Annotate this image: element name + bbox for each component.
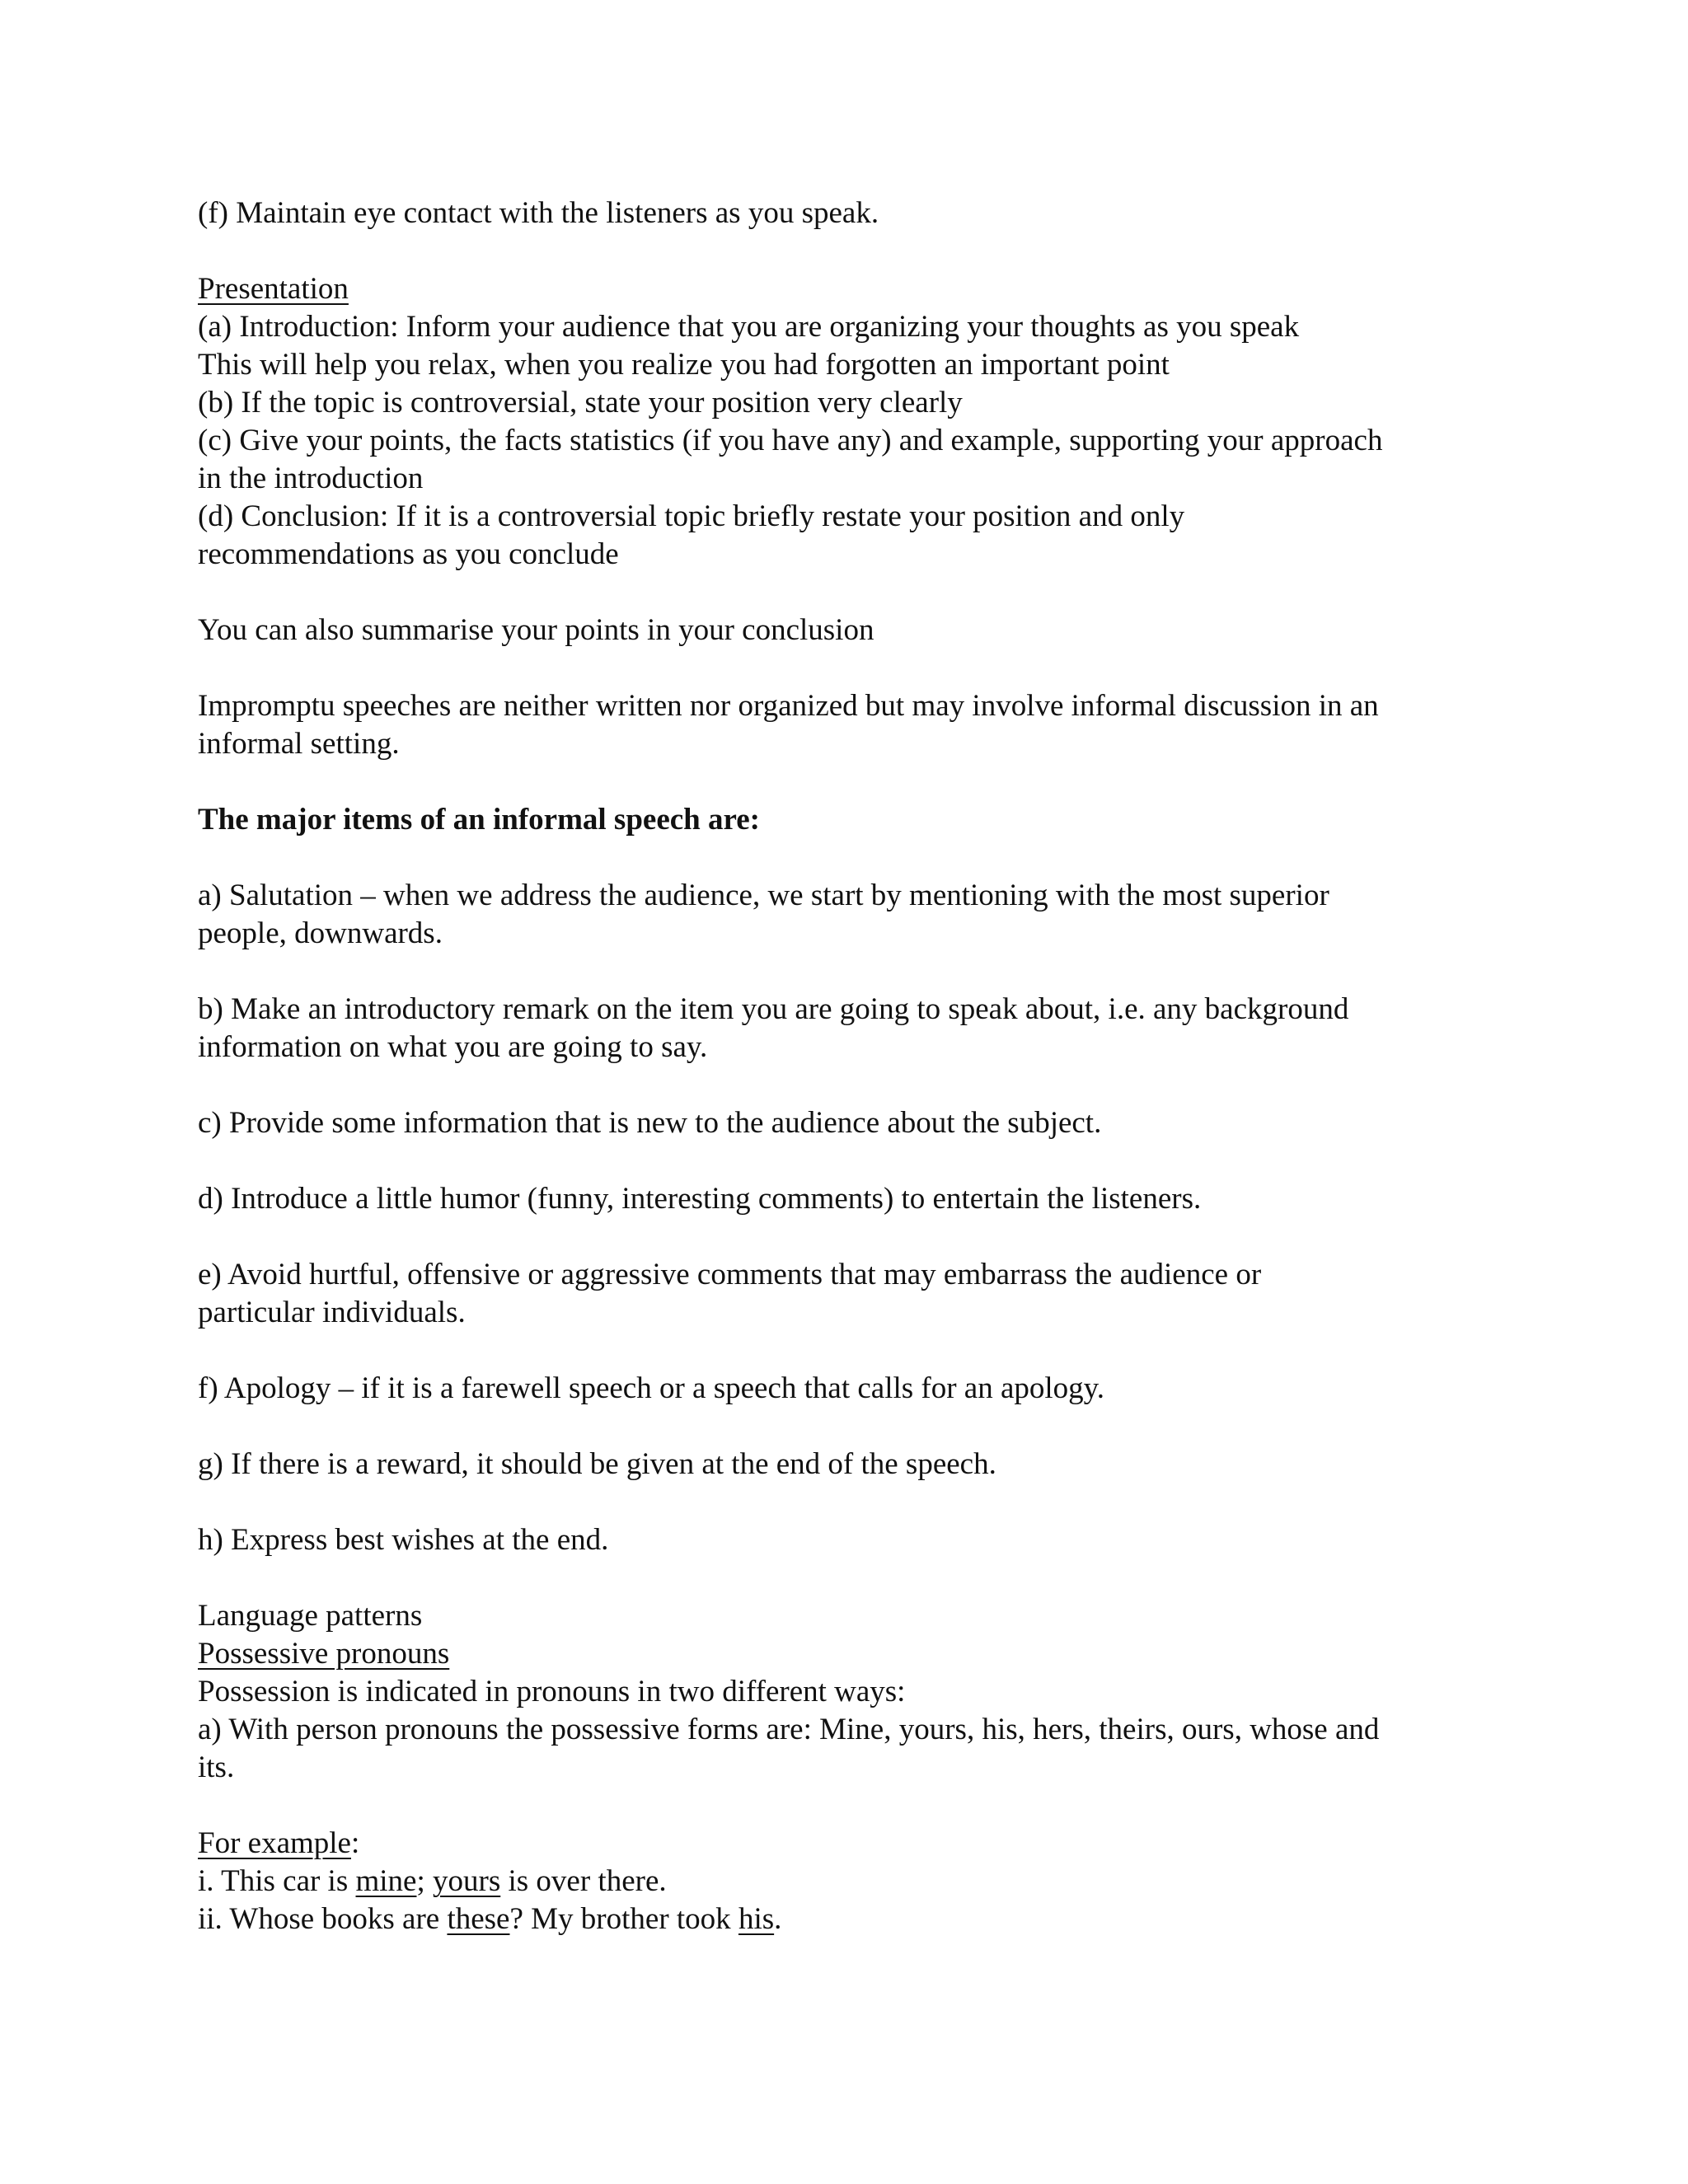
spacer [198, 649, 1484, 687]
spacer [198, 1142, 1484, 1180]
major-items-heading: The major items of an informal speech are: [198, 803, 760, 837]
spacer [198, 763, 1484, 801]
spacer [198, 1559, 1484, 1597]
item-e-line: particular individuals. [198, 1296, 466, 1329]
example-1-word-yours: yours [433, 1864, 501, 1898]
example-2-mid: ? My brother took [509, 1902, 738, 1936]
possessive-forms-line: its. [198, 1750, 235, 1784]
example-1-prefix: i. This car is [198, 1864, 356, 1898]
spacer [198, 1332, 1484, 1370]
example-2-suffix: . [774, 1902, 782, 1936]
possession-intro: Possession is indicated in pronouns in two different ways: [198, 1675, 906, 1708]
for-example-label [198, 1825, 1484, 1863]
spacer [198, 953, 1484, 991]
summarise-paragraph: You can also summarise your points in your conclusion [198, 613, 874, 647]
spacer [198, 1066, 1484, 1104]
spacer [198, 1218, 1484, 1256]
item-d-line: d) Introduce a little humor (funny, interesting comments) to entertain the listeners. [198, 1182, 1202, 1216]
impromptu-paragraph-line: informal setting. [198, 727, 400, 761]
example-2-word-these: these [447, 1902, 510, 1936]
presentation-line: recommendations as you conclude [198, 537, 619, 571]
item-g-line: g) If there is a reward, it should be given at the end of the speech. [198, 1447, 996, 1481]
maintain-eye-contact-line: (f) Maintain eye contact with the listeners as you speak. [198, 196, 879, 230]
example-2-prefix: ii. Whose books are [198, 1902, 448, 1936]
for-example-text: For example [198, 1826, 351, 1860]
document-body [198, 194, 1484, 1938]
item-a-line: a) Salutation – when we address the audience, we start by mentioning with the most superior [198, 879, 1329, 912]
item-b-line: information on what you are going to say. [198, 1030, 708, 1064]
spacer [198, 1483, 1484, 1521]
language-patterns-title: Language patterns [198, 1599, 423, 1633]
example-2-word-his: his [738, 1902, 775, 1936]
presentation-line: (a) Introduction: Inform your audience that you are organizing your thoughts as you speak [198, 310, 1300, 344]
presentation-line: (d) Conclusion: If it is a controversial topic briefly restate your position and only [198, 499, 1185, 533]
spacer [198, 232, 1484, 270]
item-b-line: b) Make an introductory remark on the item you are going to speak about, i.e. any background [198, 992, 1349, 1026]
spacer [198, 1787, 1484, 1825]
example-1-suffix: is over there. [500, 1864, 667, 1898]
possessive-pronouns-heading: Possessive pronouns [198, 1637, 450, 1671]
presentation-heading: Presentation [198, 272, 349, 306]
for-example-colon: : [350, 1826, 360, 1860]
example-2 [198, 1900, 1484, 1938]
presentation-line: (b) If the topic is controversial, state your position very clearly [198, 386, 963, 419]
item-c-line: c) Provide some information that is new to the audience about the subject. [198, 1106, 1102, 1140]
presentation-line: This will help you relax, when you realize you had forgotten an important point [198, 348, 1170, 382]
spacer [198, 839, 1484, 877]
example-1-word-mine: mine [355, 1864, 417, 1898]
presentation-line: in the introduction [198, 462, 424, 495]
spacer [198, 1408, 1484, 1446]
spacer [198, 574, 1484, 612]
example-1 [198, 1863, 1484, 1900]
item-f-line: f) Apology – if it is a farewell speech or a speech that calls for an apology. [198, 1371, 1105, 1405]
example-1-mid: ; [416, 1864, 434, 1898]
item-h-line: h) Express best wishes at the end. [198, 1523, 609, 1557]
presentation-line: (c) Give your points, the facts statistics (if you have any) and example, supporting your approach [198, 424, 1383, 457]
item-a-line: people, downwards. [198, 916, 443, 950]
impromptu-paragraph-line: Impromptu speeches are neither written nor organized but may involve informal discussion in an [198, 689, 1379, 723]
possessive-forms-line: a) With person pronouns the possessive forms are: Mine, yours, his, hers, theirs, ours, whose and [198, 1713, 1380, 1746]
item-e-line: e) Avoid hurtful, offensive or aggressive comments that may embarrass the audience or [198, 1258, 1262, 1291]
